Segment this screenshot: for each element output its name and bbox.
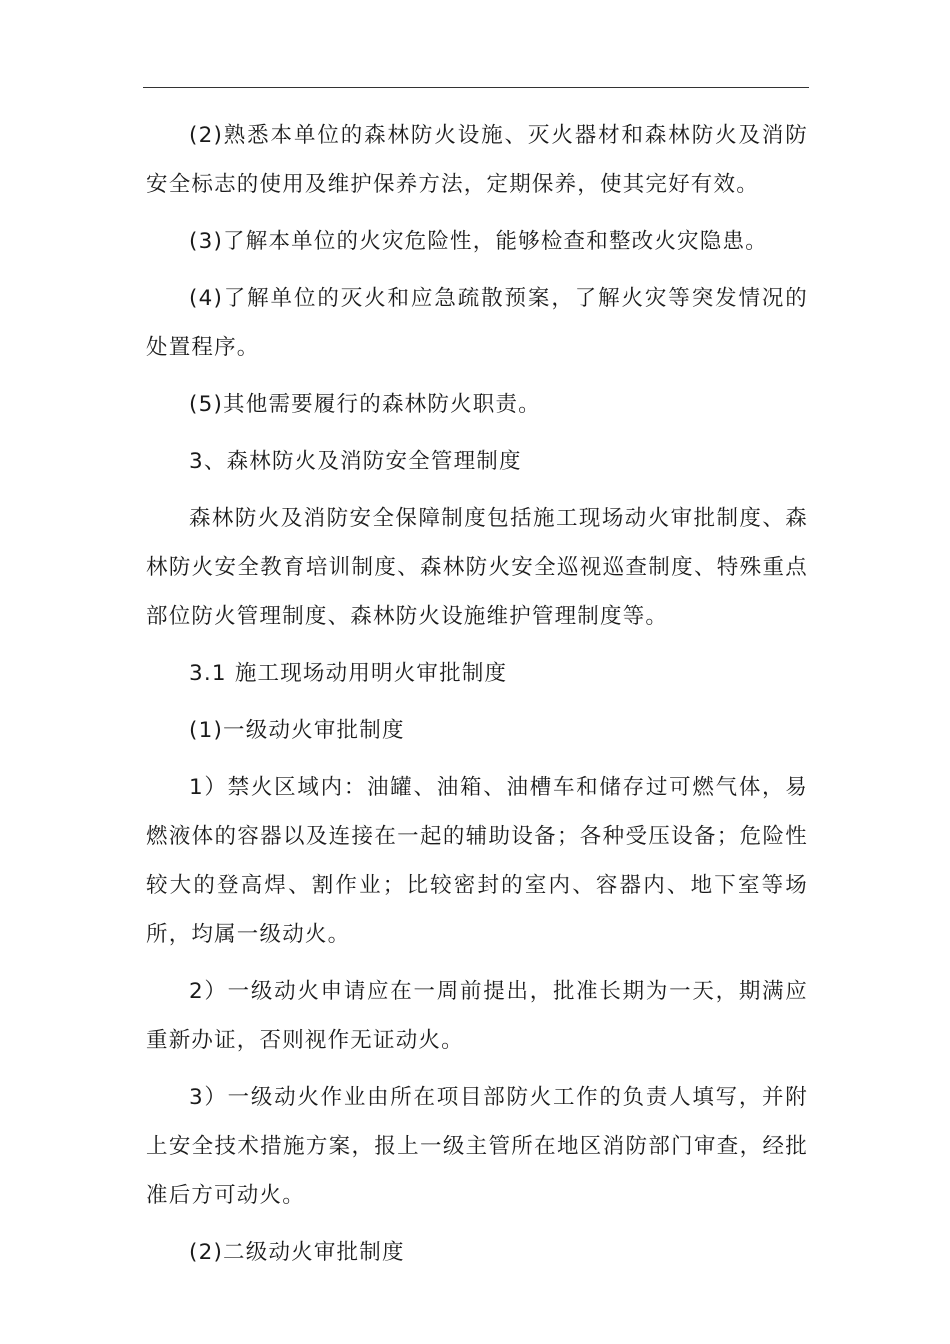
section-heading-3: 3、森林防火及消防安全管理制度 bbox=[189, 449, 522, 474]
paragraph-duty-3: (3)了解本单位的火灾危险性，能够检查和整改火灾隐患。 bbox=[189, 229, 768, 254]
paragraph-system-overview: 森林防火及消防安全保障制度包括施工现场动火审批制度、森林防火安全教育培训制度、森林防火安全巡视巡查制度、特殊重点部位防火管理制度、森林防火设施维护管理制度等。 bbox=[146, 506, 808, 629]
paragraph-level-1-item-3: 3）一级动火作业由所在项目部防火工作的负责人填写，并附上安全技术措施方案，报上一级主管所在地区消防部门审查，经批准后方可动火。 bbox=[146, 1085, 808, 1208]
header-rule bbox=[143, 87, 809, 88]
document-body bbox=[146, 111, 808, 1285]
paragraph-duty-4: (4)了解单位的灭火和应急疏散预案，了解火灾等突发情况的处置程序。 bbox=[146, 286, 808, 360]
subheading-level-1-fire: (1)一级动火审批制度 bbox=[189, 718, 405, 743]
subheading-level-2-fire: (2)二级动火审批制度 bbox=[189, 1240, 405, 1265]
paragraph-level-1-item-1: 1）禁火区域内：油罐、油箱、油槽车和储存过可燃气体，易燃液体的容器以及连接在一起的辅助设备；各种受压设备；危险性较大的登高焊、割作业；比较密封的室内、容器内、地下室等场所，均属一级动火。 bbox=[146, 775, 808, 947]
section-heading-3-1: 3.1 施工现场动用明火审批制度 bbox=[189, 661, 508, 686]
paragraph-level-1-item-2: 2）一级动火申请应在一周前提出，批准长期为一天，期满应重新办证，否则视作无证动火。 bbox=[146, 979, 808, 1053]
paragraph-duty-5: (5)其他需要履行的森林防火职责。 bbox=[189, 392, 541, 417]
paragraph-duty-2: (2)熟悉本单位的森林防火设施、灭火器材和森林防火及消防安全标志的使用及维护保养方法，定期保养，使其完好有效。 bbox=[146, 123, 808, 197]
